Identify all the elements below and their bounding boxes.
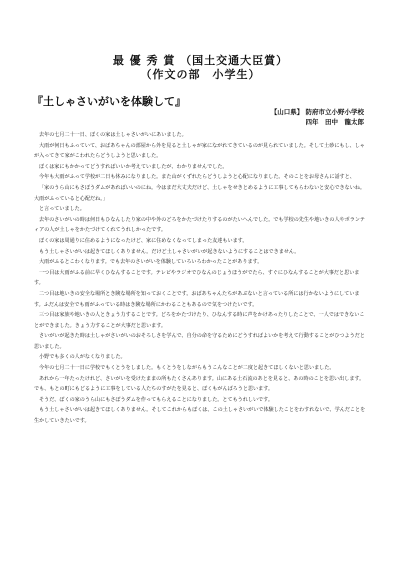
- paragraph: 今年も大雨がふって学校が二日も休みになりました。また山がくずれたらどうしようと心配になりました。そのことをお母さんに話すと、: [39, 174, 355, 181]
- paragraph: 二つ目は地いきの安全な場所とき険な場所を知っておくことです。おばあちゃんたちがあぶないと言っている所には行かないようにしています。ふだんは安全でも雨がふっている時はき険な場所にかわることもあるので気をつけたいです。: [34, 290, 360, 308]
- author-name: 四年 田中 龍太郎: [305, 118, 364, 126]
- paragraph: 今年の七月二十一日に学校でもくとうをしました。もくとうをしながらもうこんなことが二度と起きてほしくないと思いました。: [39, 365, 335, 372]
- paragraph: 小野でも多くの人がなくなりました。: [39, 354, 126, 361]
- school-name: 【山口県】 防府市立小野小学校: [270, 108, 364, 116]
- paragraph: 去年のさいがいの時は何日もひなんしたり家の中や外のどろをかたづけたりするのがたいへんでした。でも学校の先生や地いきの人やボランティアの人が土しゃをかたづけてくれてうれしかったです。: [34, 216, 366, 234]
- essay-title: 『土しゃさいがいを体験して』: [32, 95, 186, 108]
- paragraph: と言っていました。: [39, 206, 85, 213]
- paragraph: 大雨がふるとこわくなります。でも去年のさいがいを体験していろいろわかったことがあります。: [39, 259, 263, 266]
- paragraph: 大雨が何日もふっていて、おばあちゃんの部屋から外を見ると土しゃが家にながれてきているのが見られていました。そして土砂にもし、しゃが入ってきて家がこわれたらどうしようと思いました。: [34, 142, 365, 160]
- paragraph: もう土しゃさいがいは起きてほしくありません。そしてこれからもぼくは、この土しゃさいがいで体験したことをわすれないで、学んだことを生かしていきたいです。: [34, 407, 366, 425]
- paragraph: ぼくの家は周通りに住めるようになったけど、家に住めなくなってしまった友達もいます。: [39, 237, 248, 244]
- paragraph: さいがいが起きた時は土しゃがさいがいのおそろしさを学んで、自分の命を守るためにどうすればよいかを考えて行動することがひつようだと思いました。: [34, 333, 365, 350]
- paragraph: あれから一年たったけれど、さいがいを受けたままの所もたくさんあります。山にある土石流のあとを見ると、あの時のことを思い出します。でも、もとの町にもどるように工事をしている人たちのすがたを見ると、ぼくもがんばろうと思います。: [34, 375, 365, 393]
- paragraph: ぼくは家にもかかってどうすればいいか考えていましたが、わかりませんでした。: [39, 163, 228, 170]
- category-heading: （作文の部 小学生）: [140, 68, 261, 81]
- paragraph: そうだ、ぼくの家のうら山にもさぼうダムを作ってもらえることになりました。とてもうれしいです。: [39, 396, 273, 403]
- paragraph: 三つ目は家族や地いきの人ときょう力することです。どろをかたづけたり、ひなんする時に声をかけあったりしたことで、一人ではできないことができました。きょう力することが大事だと思います。: [34, 312, 365, 329]
- paragraph: 去年の七月二十一日、ぼくの家は土しゃさいがいにあいました。: [39, 132, 187, 138]
- essay-body: [34, 130, 369, 427]
- award-heading: 最 優 秀 賞 （国土交通大臣賞）: [112, 54, 289, 67]
- paragraph: 「家のうら山にもさぼうダムがあればいいのにね。今はまだ大丈夫だけど、土しゃをせきとめるように工事してもらわないと安心できないね。大雨がふっていると心配だね。」: [34, 184, 366, 202]
- paragraph: もう土しゃさいがいは起きてほしくありません。だけど土しゃさいがいが起きないようにすることはできません。: [39, 248, 300, 255]
- paragraph: 一つ目は大雨がふる前に早くひなんすることです。テレビやラジオでひなんのじょうほうがでたら、すぐにひなんすることが大事だと思います。: [34, 269, 360, 287]
